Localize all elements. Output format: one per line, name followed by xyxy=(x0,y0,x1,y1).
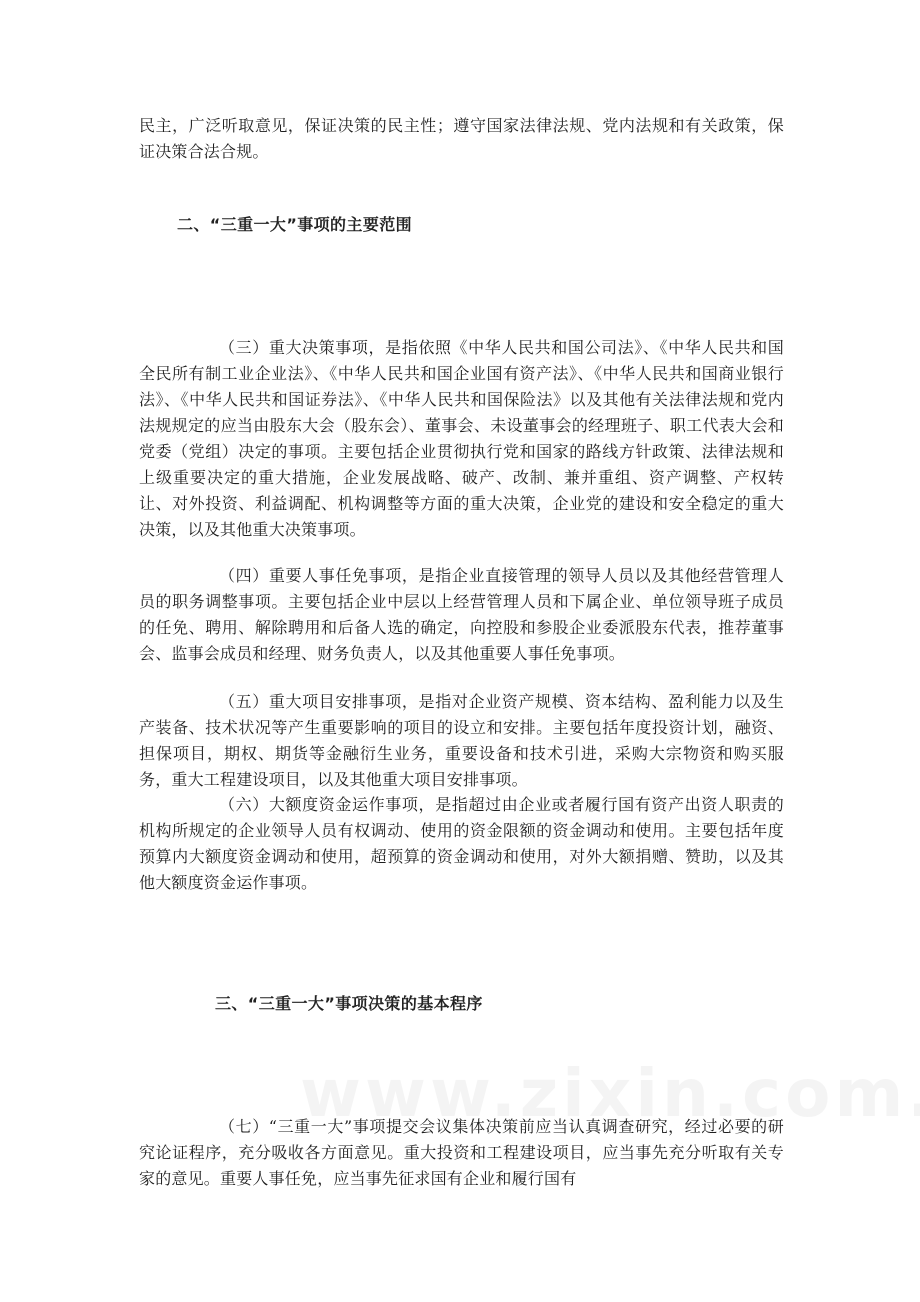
intro-paragraph: 民主，广泛听取意见，保证决策的民主性；遵守国家法律法规、党内法规和有关政策，保证决策合法合规。 xyxy=(139,116,784,161)
section-heading-procedure: 三、“三重一大”事项决策的基本程序 xyxy=(215,994,483,1013)
paragraph-major-projects: （五）重大项目安排事项，是指对企业资产规模、资本结构、盈利能力以及生产装备、技术状况等产生重要影响的项目的设立和安排。主要包括年度投资计划，融资、担保项目，期权、期货等金融衍生业务，重要设备和技术引进，采购大宗物资和购买服务，重大工程建设项目，以及其他重大项目安排事项。 xyxy=(139,692,784,789)
paragraph-large-funds: （六）大额度资金运作事项，是指超过由企业或者履行国有资产出资人职责的机构所规定的企业领导人员有权调动、使用的资金限额的资金调动和使用。主要包括年度预算内大额度资金调动和使用，超预算的资金调动和使用，对外大额捐赠、赞助，以及其他大额度资金运作事项。 xyxy=(139,795,784,892)
paragraph-major-decisions: （三）重大决策事项，是指依照《中华人民共和国公司法》、《中华人民共和国全民所有制工业企业法》、《中华人民共和国企业国有资产法》、《中华人民共和国商业银行法》、《中华人民共和国证券法》、《中华人民共和国保险法》以及其他有关法律法规和党内法规规定的应当由股东大会（股东会）、董事会、未设董事会的经理班子、职工代表大会和党委（党组）决定的事项。主要包括企业贯彻执行党和国家的路线方针政策、法律法规和上级重要决定的重大措施，企业发展战略、破产、改制、兼并重组、资产调整、产权转让、对外投资、利益调配、机构调整等方面的重大决策，企业党的建设和安全稳定的重大决策，以及其他重大决策事项。 xyxy=(139,338,784,539)
paragraph-personnel-appointments: （四）重要人事任免事项，是指企业直接管理的领导人员以及其他经营管理人员的职务调整事项。主要包括企业中层以上经营管理人员和下属企业、单位领导班子成员的任免、聘用、解除聘用和后备人选的确定，向控股和参股企业委派股东代表，推荐董事会、监事会成员和经理、财务负责人，以及其他重要人事任免事项。 xyxy=(139,566,784,663)
section-heading-scope: 二、“三重一大”事项的主要范围 xyxy=(177,215,413,234)
paragraph-procedure: （七）“三重一大”事项提交会议集体决策前应当认真调查研究，经过必要的研究论证程序，充分吸收各方面意见。重大投资和工程建设项目，应当事先充分听取有关专家的意见。重要人事任免，应当事先征求国有企业和履行国有 xyxy=(139,1117,784,1188)
